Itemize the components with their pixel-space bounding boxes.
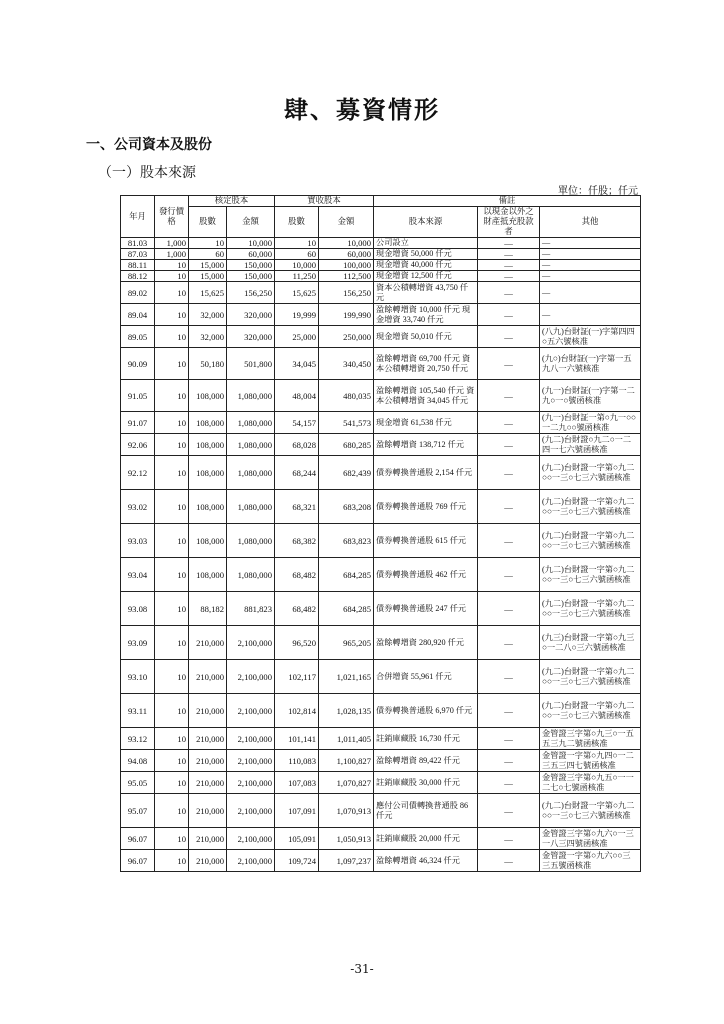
cell-issue-price: 10 [155,750,189,772]
cell-paid-shares: 107,083 [275,772,319,794]
cell-paid-amount: 684,285 [319,558,374,592]
cell-capital-source: 現金增資 12,500 仟元 [374,271,478,282]
cell-other: (九二)台財證一字第○九二○○一三○七三六號函核准 [540,490,641,524]
cell-year-month: 91.05 [121,380,155,412]
header-non-cash: 以現金以外之財產抵充股款者 [478,207,540,238]
cell-capital-source: 盈餘轉增資 89,422 仟元 [374,750,478,772]
cell-capital-source: 盈餘轉增資 138,712 仟元 [374,434,478,456]
cell-paid-shares: 10,000 [275,260,319,271]
cell-year-month: 90.09 [121,348,155,380]
cell-authorized-amount: 2,100,000 [227,750,275,772]
cell-other: (九三)台財證一字第○九三○一二八○三六號函核准 [540,626,641,660]
cell-capital-source: 盈餘轉增資 10,000 仟元 現金增資 33,740 仟元 [374,304,478,326]
table-row [121,660,641,694]
cell-paid-shares: 48,004 [275,380,319,412]
cell-authorized-amount: 150,000 [227,271,275,282]
table-row [121,490,641,524]
cell-authorized-shares: 15,000 [189,271,227,282]
cell-non-cash: — [478,592,540,626]
cell-year-month: 87.03 [121,249,155,260]
cell-capital-source: 註銷庫藏股 20,000 仟元 [374,828,478,850]
table-row [121,694,641,728]
cell-paid-shares: 109,724 [275,850,319,872]
cell-other: — [540,238,641,249]
cell-other: — [540,304,641,326]
cell-other: 金管證一字第○九四○一二三五三四七號函核准 [540,750,641,772]
table-row [121,850,641,872]
cell-issue-price: 10 [155,728,189,750]
cell-capital-source: 現金增資 61,538 仟元 [374,412,478,434]
cell-paid-shares: 34,045 [275,348,319,380]
cell-authorized-shares: 108,000 [189,558,227,592]
cell-year-month: 95.05 [121,772,155,794]
cell-authorized-shares: 108,000 [189,524,227,558]
cell-paid-amount: 250,000 [319,326,374,348]
cell-authorized-shares: 108,000 [189,456,227,490]
cell-issue-price: 10 [155,828,189,850]
table-row [121,282,641,304]
cell-other: — [540,282,641,304]
cell-issue-price: 10 [155,282,189,304]
cell-issue-price: 10 [155,794,189,828]
cell-issue-price: 10 [155,592,189,626]
cell-authorized-amount: 1,080,000 [227,524,275,558]
cell-other: (九○)台財証(一)字第一五九八一六號核准 [540,348,641,380]
cell-paid-shares: 15,625 [275,282,319,304]
cell-paid-shares: 54,157 [275,412,319,434]
header-authorized-amount: 金額 [227,207,275,238]
cell-authorized-amount: 2,100,000 [227,794,275,828]
table-row [121,750,641,772]
table-row [121,304,641,326]
cell-non-cash: — [478,260,540,271]
cell-year-month: 93.02 [121,490,155,524]
cell-authorized-shares: 60 [189,249,227,260]
cell-non-cash: — [478,282,540,304]
cell-capital-source: 債券轉換普通股 615 仟元 [374,524,478,558]
cell-year-month: 93.09 [121,626,155,660]
table-row [121,326,641,348]
cell-paid-shares: 60 [275,249,319,260]
cell-paid-amount: 1,011,405 [319,728,374,750]
cell-paid-amount: 1,070,827 [319,772,374,794]
cell-other: (九二)台財證一字第○九二○○一三○七三六號函核准 [540,524,641,558]
cell-capital-source: 盈餘轉增資 69,700 仟元 資本公積轉增資 20,750 仟元 [374,348,478,380]
cell-year-month: 88.12 [121,271,155,282]
cell-other: (九一)台財証(一)字第一二九○一○號函核准 [540,380,641,412]
cell-year-month: 96.07 [121,850,155,872]
table-row [121,380,641,412]
cell-paid-amount: 1,021,165 [319,660,374,694]
cell-capital-source: 債券轉換普通股 247 仟元 [374,592,478,626]
cell-authorized-shares: 32,000 [189,326,227,348]
cell-paid-shares: 10 [275,238,319,249]
cell-authorized-amount: 320,000 [227,326,275,348]
cell-other: 金管證一字第○九六○○三三五號函核准 [540,850,641,872]
cell-issue-price: 10 [155,434,189,456]
cell-paid-amount: 1,028,135 [319,694,374,728]
cell-authorized-amount: 10,000 [227,238,275,249]
cell-capital-source: 現金增資 50,010 仟元 [374,326,478,348]
cell-authorized-amount: 2,100,000 [227,828,275,850]
cell-authorized-shares: 108,000 [189,434,227,456]
cell-authorized-shares: 15,625 [189,282,227,304]
cell-non-cash: — [478,271,540,282]
cell-capital-source: 合併增資 55,961 仟元 [374,660,478,694]
cell-year-month: 92.12 [121,456,155,490]
cell-issue-price: 10 [155,348,189,380]
cell-paid-shares: 107,091 [275,794,319,828]
cell-authorized-amount: 1,080,000 [227,490,275,524]
cell-paid-shares: 68,028 [275,434,319,456]
cell-paid-amount: 541,573 [319,412,374,434]
cell-capital-source: 盈餘轉增資 46,324 仟元 [374,850,478,872]
cell-other: (九二)台財證一字第○九二○○一三○七三六號函核准 [540,592,641,626]
cell-authorized-amount: 1,080,000 [227,558,275,592]
cell-authorized-shares: 210,000 [189,728,227,750]
cell-authorized-amount: 156,250 [227,282,275,304]
cell-capital-source: 註銷庫藏股 30,000 仟元 [374,772,478,794]
cell-paid-shares: 19,999 [275,304,319,326]
table-row [121,434,641,456]
table-row [121,412,641,434]
cell-authorized-shares: 210,000 [189,794,227,828]
cell-paid-amount: 199,990 [319,304,374,326]
cell-paid-shares: 96,520 [275,626,319,660]
cell-paid-shares: 11,250 [275,271,319,282]
cell-paid-amount: 112,500 [319,271,374,282]
cell-non-cash: — [478,348,540,380]
cell-capital-source: 債券轉換普通股 462 仟元 [374,558,478,592]
cell-paid-shares: 25,000 [275,326,319,348]
cell-issue-price: 10 [155,490,189,524]
cell-paid-amount: 60,000 [319,249,374,260]
cell-non-cash: — [478,728,540,750]
header-authorized-capital: 核定股本 [189,196,275,207]
header-issue-price: 發行價格 [155,196,189,238]
header-year-month: 年月 [121,196,155,238]
cell-non-cash: — [478,238,540,249]
cell-authorized-amount: 881,823 [227,592,275,626]
cell-issue-price: 10 [155,380,189,412]
header-paid-amount: 金額 [319,207,374,238]
cell-non-cash: — [478,660,540,694]
table-row [121,592,641,626]
cell-other: (九二)台財證○九二○一二四一七六號函核准 [540,434,641,456]
cell-authorized-shares: 10 [189,238,227,249]
cell-authorized-amount: 60,000 [227,249,275,260]
cell-other: — [540,260,641,271]
cell-capital-source: 註銷庫藏股 16,730 仟元 [374,728,478,750]
table-row [121,271,641,282]
cell-issue-price: 10 [155,326,189,348]
cell-authorized-shares: 108,000 [189,412,227,434]
cell-non-cash: — [478,434,540,456]
table-body [121,238,641,872]
cell-non-cash: — [478,326,540,348]
table-row [121,456,641,490]
cell-issue-price: 10 [155,304,189,326]
cell-capital-source: 現金增資 50,000 仟元 [374,249,478,260]
cell-capital-source: 債券轉換普通股 769 仟元 [374,490,478,524]
cell-authorized-shares: 210,000 [189,660,227,694]
cell-non-cash: — [478,380,540,412]
cell-paid-shares: 105,091 [275,828,319,850]
cell-paid-amount: 680,285 [319,434,374,456]
header-paid-in-capital: 實收股本 [275,196,374,207]
cell-authorized-shares: 108,000 [189,380,227,412]
cell-issue-price: 10 [155,271,189,282]
cell-other: (九二)台財證一字第○九二○○一三○七三六號函核准 [540,558,641,592]
unit-label: 單位：仟股；仟元 [558,186,638,197]
cell-capital-source: 債券轉換普通股 2,154 仟元 [374,456,478,490]
cell-other: 金管證三字第○九五○一一二七○七號函核准 [540,772,641,794]
cell-year-month: 89.05 [121,326,155,348]
cell-issue-price: 1,000 [155,249,189,260]
cell-authorized-amount: 2,100,000 [227,626,275,660]
cell-authorized-shares: 210,000 [189,694,227,728]
cell-non-cash: — [478,772,540,794]
cell-capital-source: 資本公積轉增資 43,750 仟元 [374,282,478,304]
cell-authorized-shares: 210,000 [189,850,227,872]
cell-other: 金管證三字第○九六○一三一八三四號函核准 [540,828,641,850]
section-heading: 一、公司資本及股份 [86,137,212,153]
table-row [121,348,641,380]
cell-paid-shares: 101,141 [275,728,319,750]
cell-paid-amount: 684,285 [319,592,374,626]
cell-capital-source: 應付公司債轉換普通股 86 仟元 [374,794,478,828]
cell-non-cash: — [478,558,540,592]
table-row [121,828,641,850]
page-number: -31- [350,962,374,976]
cell-year-month: 93.12 [121,728,155,750]
cell-authorized-shares: 210,000 [189,750,227,772]
cell-non-cash: — [478,304,540,326]
cell-authorized-shares: 88,182 [189,592,227,626]
cell-year-month: 91.07 [121,412,155,434]
table-row [121,238,641,249]
table-row [121,772,641,794]
cell-authorized-amount: 1,080,000 [227,412,275,434]
cell-authorized-amount: 320,000 [227,304,275,326]
capital-source-table [120,195,641,872]
cell-year-month: 94.08 [121,750,155,772]
cell-paid-shares: 68,482 [275,558,319,592]
cell-year-month: 92.06 [121,434,155,456]
cell-authorized-shares: 108,000 [189,490,227,524]
cell-non-cash: — [478,456,540,490]
table-row [121,626,641,660]
cell-issue-price: 1,000 [155,238,189,249]
cell-other: 金管證三字第○九三○一五五三九二號函核准 [540,728,641,750]
cell-issue-price: 10 [155,524,189,558]
cell-non-cash: — [478,750,540,772]
cell-paid-amount: 1,100,827 [319,750,374,772]
cell-paid-amount: 683,823 [319,524,374,558]
cell-authorized-shares: 15,000 [189,260,227,271]
cell-paid-shares: 102,117 [275,660,319,694]
cell-non-cash: — [478,626,540,660]
cell-year-month: 93.03 [121,524,155,558]
cell-paid-amount: 682,439 [319,456,374,490]
cell-authorized-amount: 2,100,000 [227,660,275,694]
cell-year-month: 95.07 [121,794,155,828]
cell-authorized-amount: 2,100,000 [227,850,275,872]
cell-issue-price: 10 [155,558,189,592]
cell-other: (九二)台財證一字第○九二○○一三○七三六號函核准 [540,794,641,828]
cell-year-month: 81.03 [121,238,155,249]
cell-authorized-amount: 2,100,000 [227,694,275,728]
cell-non-cash: — [478,524,540,558]
cell-year-month: 89.02 [121,282,155,304]
cell-year-month: 93.08 [121,592,155,626]
header-other: 其他 [540,207,641,238]
table-row [121,728,641,750]
cell-non-cash: — [478,828,540,850]
table-row [121,260,641,271]
cell-capital-source: 盈餘轉增資 105,540 仟元 資本公積轉增資 34,045 仟元 [374,380,478,412]
cell-year-month: 93.11 [121,694,155,728]
cell-non-cash: — [478,490,540,524]
cell-capital-source: 債券轉換普通股 6,970 仟元 [374,694,478,728]
cell-issue-price: 10 [155,626,189,660]
cell-non-cash: — [478,794,540,828]
cell-issue-price: 10 [155,260,189,271]
cell-paid-amount: 156,250 [319,282,374,304]
cell-paid-amount: 1,050,913 [319,828,374,850]
cell-issue-price: 10 [155,694,189,728]
cell-non-cash: — [478,850,540,872]
table-row [121,558,641,592]
cell-non-cash: — [478,412,540,434]
cell-year-month: 93.10 [121,660,155,694]
cell-other: (九一)台財証一第○九一○○一二九○○號函核准 [540,412,641,434]
cell-authorized-amount: 501,800 [227,348,275,380]
cell-paid-amount: 340,450 [319,348,374,380]
cell-paid-amount: 1,097,237 [319,850,374,872]
cell-authorized-amount: 1,080,000 [227,434,275,456]
cell-capital-source: 盈餘轉增資 280,920 仟元 [374,626,478,660]
cell-year-month: 88.11 [121,260,155,271]
cell-issue-price: 10 [155,772,189,794]
cell-other: (九二)台財證一字第○九二○○一三○七三六號函核准 [540,456,641,490]
cell-paid-amount: 1,070,913 [319,794,374,828]
cell-paid-amount: 100,000 [319,260,374,271]
header-paid-shares: 股數 [275,207,319,238]
cell-issue-price: 10 [155,660,189,694]
cell-authorized-shares: 210,000 [189,772,227,794]
cell-paid-amount: 10,000 [319,238,374,249]
header-capital-source: 股本來源 [374,207,478,238]
cell-paid-shares: 68,321 [275,490,319,524]
cell-issue-price: 10 [155,456,189,490]
cell-capital-source: 公司設立 [374,238,478,249]
header-remarks: 備註 [374,196,641,207]
cell-authorized-amount: 1,080,000 [227,456,275,490]
cell-paid-shares: 102,814 [275,694,319,728]
cell-other: — [540,249,641,260]
cell-issue-price: 10 [155,412,189,434]
cell-authorized-amount: 150,000 [227,260,275,271]
cell-authorized-shares: 50,180 [189,348,227,380]
cell-authorized-shares: 210,000 [189,626,227,660]
cell-authorized-shares: 32,000 [189,304,227,326]
cell-non-cash: — [478,249,540,260]
cell-other: (八九)台財証(一)字第四四○五六號核准 [540,326,641,348]
page-title: 肆、募資情形 [284,95,440,124]
table-row [121,524,641,558]
cell-paid-shares: 68,482 [275,592,319,626]
cell-year-month: 96.07 [121,828,155,850]
cell-authorized-shares: 210,000 [189,828,227,850]
cell-authorized-amount: 2,100,000 [227,728,275,750]
cell-paid-shares: 68,244 [275,456,319,490]
cell-paid-amount: 683,208 [319,490,374,524]
table-row [121,794,641,828]
cell-paid-shares: 110,083 [275,750,319,772]
cell-paid-amount: 965,205 [319,626,374,660]
cell-authorized-amount: 1,080,000 [227,380,275,412]
subsection-heading: （一）股本來源 [98,165,196,181]
cell-non-cash: — [478,694,540,728]
cell-authorized-amount: 2,100,000 [227,772,275,794]
table-row [121,249,641,260]
header-authorized-shares: 股數 [189,207,227,238]
cell-issue-price: 10 [155,850,189,872]
cell-paid-shares: 68,382 [275,524,319,558]
cell-capital-source: 現金增資 40,000 仟元 [374,260,478,271]
cell-other: (九二)台財證一字第○九二○○一三○七三六號函核准 [540,694,641,728]
cell-other: — [540,271,641,282]
cell-other: (九二)台財證一字第○九二○○一三○七三六號函核准 [540,660,641,694]
cell-paid-amount: 480,035 [319,380,374,412]
cell-year-month: 89.04 [121,304,155,326]
cell-year-month: 93.04 [121,558,155,592]
